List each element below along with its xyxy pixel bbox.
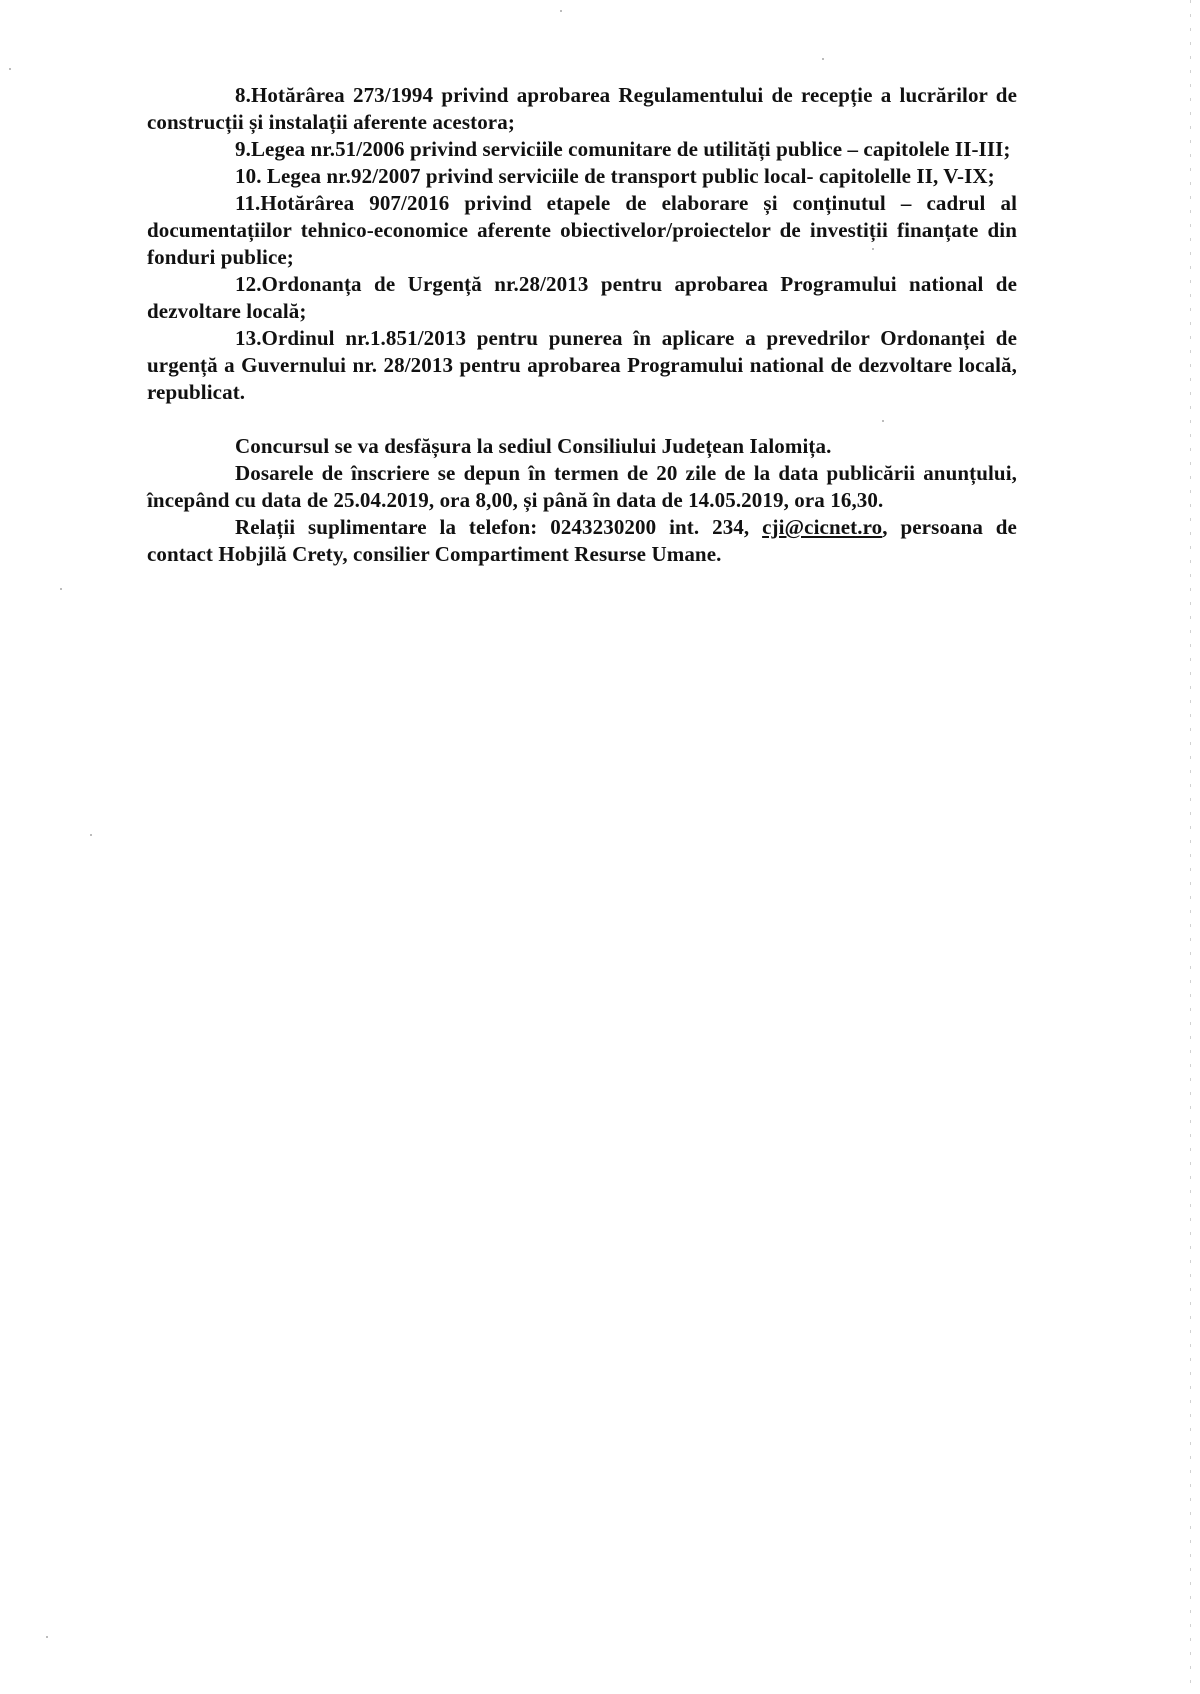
document-body [147,82,1017,568]
venue-paragraph: Concursul se va desfășura la sediul Consiliului Județean Ialomița. [235,434,832,458]
contact-suffix: , persoana de contact Hobjilă Crety, consilier Compartiment Resurse Umane. [147,515,1017,566]
scan-speck [560,10,562,12]
legal-reference-item: 10. Legea nr.92/2007 privind serviciile de transport public local- capitolelle II, V-IX; [235,164,995,188]
deadline-paragraph: Dosarele de înscriere se depun în termen de 20 zile de la data publicării anunțului, începând cu data de 25.04.2019, ora 8,00, și până în data de 14.05.2019, ora 16,30. [147,461,1017,512]
scan-speck [9,68,11,70]
paragraph-spacer [147,406,1017,433]
scan-speck [90,834,92,836]
scan-speck [60,588,62,590]
legal-reference-item: 11.Hotărârea 907/2016 privind etapele de elaborare și conținutul – cadrul al documentațiilor tehnico-economice aferente obiectivelor/proiectelor de investiții finanțate din fonduri publice; [147,191,1017,269]
legal-reference-item: 8.Hotărârea 273/1994 privind aprobarea Regulamentului de recepție a lucrărilor de construcții și instalații aferente acestora; [147,83,1017,134]
scan-speck [882,420,884,422]
scan-speck [822,58,824,60]
legal-reference-item: 13.Ordinul nr.1.851/2013 pentru punerea în aplicare a prevedrilor Ordonanței de urgență a Guvernului nr. 28/2013 pentru aprobarea Programului national de dezvoltare locală, republicat. [147,326,1017,404]
contact-prefix: Relații suplimentare la telefon: 0243230200 int. 234, [235,515,763,539]
contact-paragraph [147,514,1017,568]
legal-reference-item: 12.Ordonanța de Urgență nr.28/2013 pentru aprobarea Programului national de dezvoltare locală; [147,272,1017,323]
scan-edge-artifact [1190,0,1191,1694]
legal-reference-item: 9.Legea nr.51/2006 privind serviciile comunitare de utilități publice – capitolele II-III; [235,137,1011,161]
email-link[interactable]: cji@cicnet.ro [762,515,883,539]
scan-speck [872,248,874,250]
scan-speck [46,1636,48,1638]
